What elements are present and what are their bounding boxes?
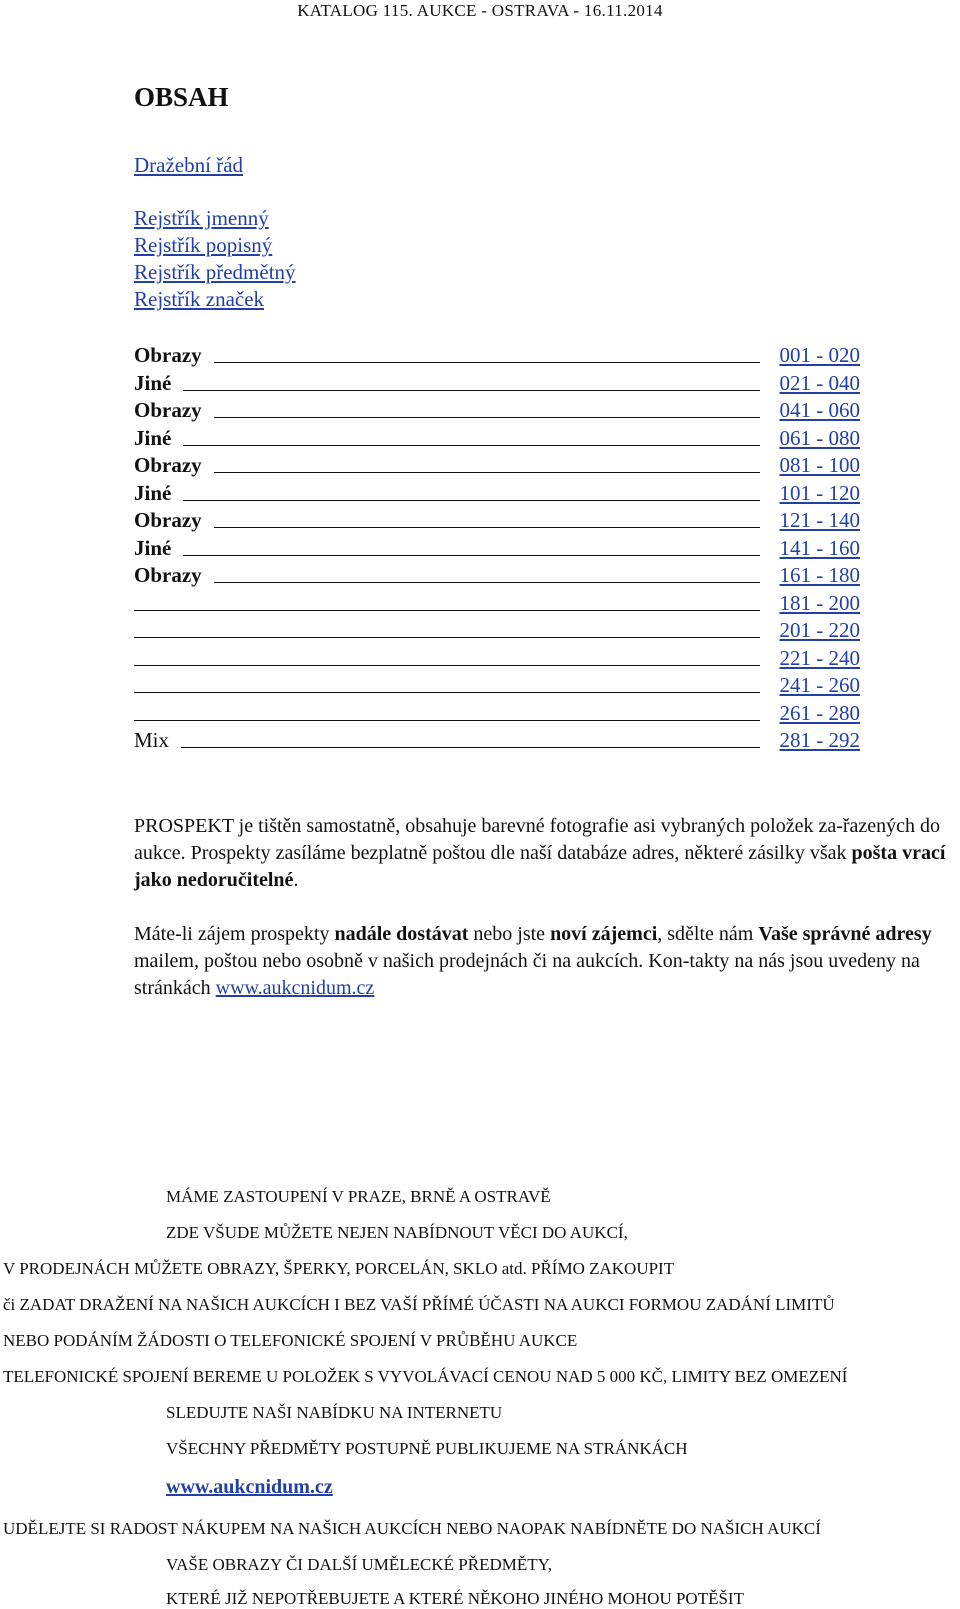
contact-text-2: nebo jste	[468, 923, 551, 945]
toc-row	[134, 396, 860, 423]
toc-leader-line	[134, 610, 760, 611]
contact-text-1: Máte-li zájem prospekty	[134, 923, 335, 945]
link-rejstrik-znacek[interactable]: Rejstřík značek	[134, 287, 265, 311]
toc-range-link[interactable]: 041 - 060	[779, 398, 860, 422]
toc-leader-line	[183, 555, 759, 556]
ad-line-5: NEBO PODÁNÍM ŽÁDOSTI O TELEFONICKÉ SPOJENÍ V PRŮBĚHU AUKCE	[3, 1331, 578, 1350]
toc-leader-line	[134, 665, 760, 666]
toc-row	[134, 534, 860, 561]
prospekt-text-end: .	[293, 869, 299, 891]
toc-row	[134, 561, 860, 588]
toc-label: Jiné	[134, 535, 172, 560]
toc-row	[134, 451, 860, 478]
toc-leader-line	[183, 390, 759, 391]
ad-line-9: UDĚLEJTE SI RADOST NÁKUPEM NA NAŠICH AUKCÍCH NEBO NAOPAK NABÍDNĚTE DO NAŠICH AUKCÍ	[3, 1519, 821, 1538]
toc-range-link[interactable]: 081 - 100	[779, 453, 860, 477]
ad-line-8: VŠECHNY PŘEDMĚTY POSTUPNĚ PUBLIKUJEME NA STRÁNKÁCH	[166, 1439, 688, 1458]
toc-row	[134, 369, 860, 396]
toc-label: Obrazy	[134, 343, 202, 367]
prospekt-bold-text: pošta vrací jako nedoručitelné	[134, 842, 946, 891]
ad-line-3: V PRODEJNÁCH MŮŽETE OBRAZY, ŠPERKY, PORCELÁN, SKLO atd. PŘÍMO ZAKOUPIT	[3, 1259, 675, 1278]
toc-range-link[interactable]: 021 - 040	[779, 370, 860, 395]
contact-bold-2: noví zájemci	[550, 923, 658, 945]
toc-row	[134, 341, 860, 368]
toc-leader-line	[134, 720, 760, 721]
toc-row	[134, 726, 860, 753]
toc-range-link[interactable]: 281 - 292	[779, 728, 860, 752]
contact-bold-1: nadále dostávat	[334, 923, 469, 945]
page-header: KATALOG 115. AUKCE - OSTRAVA - 16.11.2014	[297, 1, 663, 20]
toc-range-link[interactable]: 161 - 180	[779, 563, 860, 587]
ad-line-10: VAŠE OBRAZY ČI DALŠÍ UMĚLECKÉ PŘEDMĚTY,	[166, 1555, 552, 1574]
toc-label: Obrazy	[134, 453, 202, 477]
toc-leader-line	[134, 637, 760, 638]
toc-range-link[interactable]: 001 - 020	[779, 343, 860, 367]
toc-range-link[interactable]: 261 - 280	[779, 700, 860, 725]
toc-row	[134, 506, 860, 533]
ad-line-6: TELEFONICKÉ SPOJENÍ BEREME U POLOŽEK S VYVOLÁVACÍ CENOU NAD 5 000 KČ, LIMITY BEZ OMEZENÍ	[3, 1367, 848, 1386]
toc-range-link[interactable]: 241 - 260	[779, 673, 860, 697]
toc-label: Mix	[134, 728, 170, 752]
contact-text-4: mailem, poštou nebo osobně v našich prodejnách či na aukcích. Kon-takty na nás jsou uvedeny na stránkách	[134, 950, 920, 999]
ad-line-4: či ZADAT DRAŽENÍ NA NAŠICH AUKCÍCH I BEZ VAŠÍ PŘÍMÉ ÚČASTI NA AUKCI FORMOU ZADÁNÍ LIMITŮ	[3, 1295, 835, 1314]
website-link[interactable]: www.aukcnidum.cz	[215, 977, 375, 999]
contact-bold-3: Vaše správné adresy	[758, 923, 932, 945]
toc-leader-line	[214, 582, 760, 583]
link-drazebni-rad[interactable]: Dražební řád	[134, 153, 244, 177]
ad-line-1: MÁME ZASTOUPENÍ V PRAZE, BRNĚ A OSTRAVĚ	[166, 1187, 551, 1206]
ad-line-11: KTERÉ JIŽ NEPOTŘEBUJETE A KTERÉ NĚKOHO JINÉHO MOHOU POTĚŠIT	[166, 1589, 744, 1608]
toc-label: Obrazy	[134, 563, 202, 587]
toc-range-link[interactable]: 141 - 160	[779, 535, 860, 560]
toc-leader-line	[214, 417, 760, 418]
contact-paragraph	[134, 921, 954, 1002]
toc-label: Jiné	[134, 370, 172, 395]
link-rejstrik-predmetny[interactable]: Rejstřík předmětný	[134, 260, 296, 284]
ad-website-link[interactable]: www.aukcnidum.cz	[166, 1476, 333, 1498]
toc-range-link[interactable]: 101 - 120	[779, 480, 860, 505]
toc-row	[134, 644, 860, 671]
toc-range-link[interactable]: 181 - 200	[779, 590, 860, 615]
toc-leader-line	[181, 747, 759, 748]
toc-leader-line	[214, 362, 760, 363]
toc-label: Jiné	[134, 480, 172, 505]
toc-label: Obrazy	[134, 398, 202, 422]
contact-text-3: , sdělte nám	[657, 923, 759, 945]
toc-row	[134, 479, 860, 506]
toc-range-link[interactable]: 061 - 080	[779, 425, 860, 450]
toc-row	[134, 699, 860, 726]
toc-range-link[interactable]: 201 - 220	[779, 618, 860, 642]
toc-range-link[interactable]: 121 - 140	[779, 508, 860, 532]
link-rejstrik-jmenny[interactable]: Rejstřík jmenný	[134, 206, 269, 230]
toc-leader-line	[214, 527, 760, 528]
toc-leader-line	[134, 692, 760, 693]
ad-line-7: SLEDUJTE NAŠI NABÍDKU NA INTERNETU	[166, 1403, 503, 1422]
toc-label: Jiné	[134, 425, 172, 450]
toc-row	[134, 424, 860, 451]
ad-line-2: ZDE VŠUDE MŮŽETE NEJEN NABÍDNOUT VĚCI DO AUKCÍ,	[166, 1223, 628, 1242]
link-rejstrik-popisny[interactable]: Rejstřík popisný	[134, 233, 273, 257]
toc-row	[134, 671, 860, 698]
prospekt-paragraph	[134, 813, 954, 894]
toc-leader-line	[183, 445, 759, 446]
toc-row	[134, 616, 860, 643]
page-title: OBSAH	[134, 82, 229, 112]
prospekt-text: PROSPEKT je tištěn samostatně, obsahuje barevné fotografie asi vybraných položek za-řazených do aukce. Prospekty zasíláme bezplatně poštou dle naší databáze adres, některé zásilky však	[134, 815, 941, 864]
toc-range-link[interactable]: 221 - 240	[779, 645, 860, 670]
toc-leader-line	[183, 500, 759, 501]
toc-leader-line	[214, 472, 760, 473]
toc-row	[134, 589, 860, 616]
toc-label: Obrazy	[134, 508, 202, 532]
